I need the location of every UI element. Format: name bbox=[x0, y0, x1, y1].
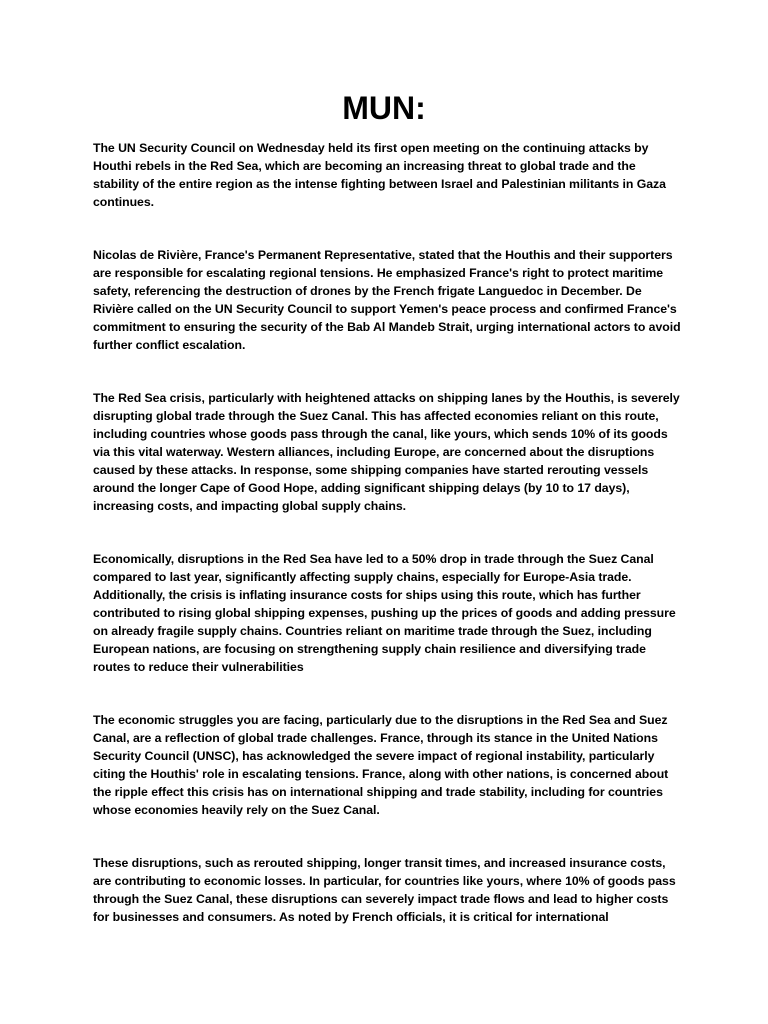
paragraph-france-representative: Nicolas de Rivière, France's Permanent Representative, stated that the Houthis and their supporters are responsible for escalating regional tensions. He emphasized France's right to protect maritime safety, referencing the destruction of drones by the French frigate Languedoc in December. De Rivière called on the UN Security Council to support Yemen's peace process and confirmed France's commitment to ensuring the security of the Bab Al Mandeb Strait, urging international actors to avoid further conflict escalation. bbox=[93, 248, 681, 352]
paragraph-security-council: The UN Security Council on Wednesday held its first open meeting on the continuing attacks by Houthi rebels in the Red Sea, which are becoming an increasing threat to global trade and the stability of the entire region as the intense fighting between Israel and Palestinian militants in Gaza continues. bbox=[93, 141, 666, 209]
paragraph-economic-impact: Economically, disruptions in the Red Sea have led to a 50% drop in trade through the Suez Canal compared to last year, significantly affecting supply chains, especially for Europe-Asia trade. Additionally, the crisis is inflating insurance costs for ships using this route, which has further contributed to rising global shipping expenses, pushing up the prices of goods and adding pressure on already fragile supply chains. Countries reliant on maritime trade through the Suez, including European nations, are focusing on strengthening supply chain resilience and diversifying trade routes to reduce their vulnerabilities bbox=[93, 552, 676, 674]
document-body bbox=[93, 140, 685, 962]
paragraph-economic-struggles: The economic struggles you are facing, particularly due to the disruptions in the Red Sea and Suez Canal, are a reflection of global trade challenges. France, through its stance in the United Nations Security Council (UNSC), has acknowledged the severe impact of regional instability, particularly citing the Houthis' role in escalating tensions. France, along with other nations, is concerned about the ripple effect this crisis has on international shipping and trade stability, including for countries whose economies heavily rely on the Suez Canal. bbox=[93, 713, 669, 817]
paragraph-red-sea-crisis: The Red Sea crisis, particularly with heightened attacks on shipping lanes by the Houthis, is severely disrupting global trade through the Suez Canal. This has affected economies reliant on this route, including countries whose goods pass through the canal, like yours, which sends 10% of its goods via this vital waterway. Western alliances, including Europe, are concerned about the disruptions caused by these attacks. In response, some shipping companies have started rerouting vessels around the longer Cape of Good Hope, adding significant shipping delays (by 10 to 17 days), increasing costs, and impacting global supply chains. bbox=[93, 391, 680, 513]
paragraph-disruptions: These disruptions, such as rerouted shipping, longer transit times, and increased insurance costs, are contributing to economic losses. In particular, for countries like yours, where 10% of goods pass through the Suez Canal, these disruptions can severely impact trade flows and lead to higher costs for businesses and consumers. As noted by French officials, it is critical for international bbox=[93, 856, 676, 924]
document-title: MUN: bbox=[342, 90, 426, 126]
